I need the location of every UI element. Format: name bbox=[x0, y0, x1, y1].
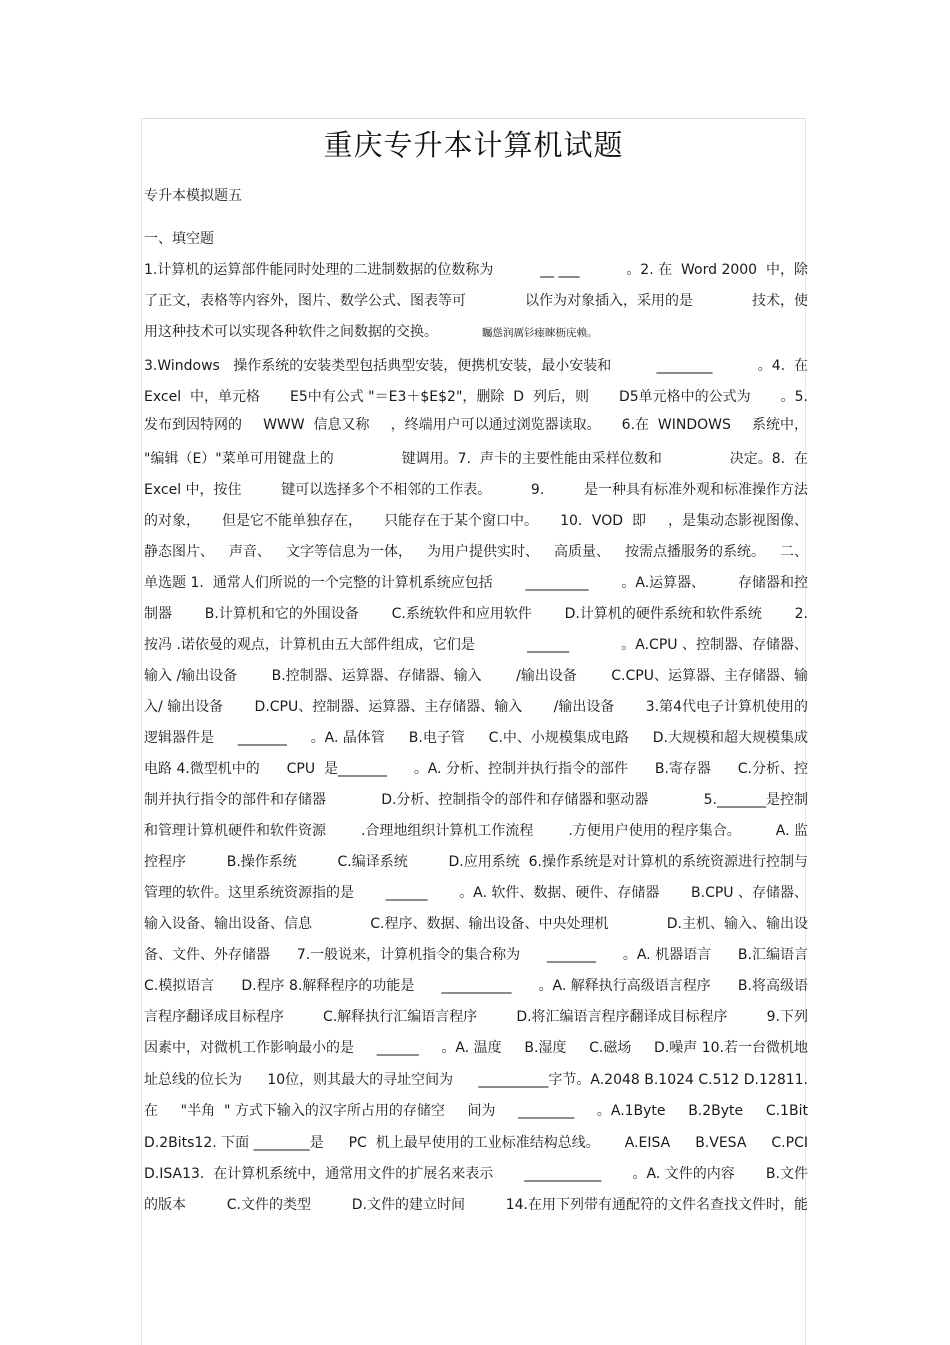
text-segment: 制器 bbox=[144, 606, 172, 622]
text-segment: 系统中， bbox=[751, 417, 808, 433]
text-segment: D.ISA13. 在计算机系统中，通常用文件的扩展名来表示 bbox=[144, 1166, 494, 1182]
text-segment: C.解释执行汇编语言程序 bbox=[323, 1009, 478, 1025]
text-segment: CPU 是_______ bbox=[286, 761, 387, 777]
text-line bbox=[144, 790, 808, 810]
text-line bbox=[144, 1070, 808, 1090]
text-segment: D.程序 8.解释程序的功能是 bbox=[241, 978, 415, 994]
text-segment: B.电子管 bbox=[408, 730, 465, 746]
text-line bbox=[144, 387, 808, 407]
text-segment: C.程序、数据、输出设备、中央处理机 bbox=[370, 916, 609, 932]
text-segment: ______ bbox=[527, 637, 570, 653]
text-segment: 。A. 温度 bbox=[441, 1040, 502, 1056]
text-line bbox=[144, 1101, 808, 1121]
text-line bbox=[144, 291, 808, 311]
text-segment: 备、文件、外存储器 bbox=[144, 947, 270, 963]
text-segment: 管理的软件。这里系统资源指的是 bbox=[144, 885, 354, 901]
text-segment: 10．VOD 即 bbox=[560, 513, 646, 529]
text-segment: 。5. bbox=[780, 389, 808, 405]
text-segment: 。A. 分析、控制并执行指令的部件 bbox=[413, 761, 629, 777]
text-line bbox=[144, 666, 808, 686]
text-segment: 入/ 输出设备 bbox=[144, 699, 224, 715]
text-segment: D.大规模和超大规模集成 bbox=[652, 730, 808, 746]
text-segment: 7.一般说来，计算机指令的集合称为 bbox=[296, 947, 521, 963]
text-segment: 9. bbox=[530, 482, 545, 498]
text-segment: 电路 4.微型机中的 bbox=[144, 761, 260, 777]
text-line bbox=[144, 260, 808, 280]
text-segment: 逻辑器件是 bbox=[144, 730, 214, 746]
text-segment: 。A. 解释执行高级语言程序 bbox=[538, 978, 711, 994]
text-segment: 但是它不能单独存在， bbox=[222, 513, 363, 529]
text-segment: D.应用系统 6.操作系统是对计算机的系统资源进行控制与 bbox=[448, 854, 808, 870]
text-segment: 按需点播服务的系统。 bbox=[625, 544, 765, 560]
text-line bbox=[144, 759, 808, 779]
text-segment: _______ bbox=[237, 730, 287, 746]
text-segment: 在 bbox=[144, 1103, 158, 1119]
text-segment: 输入设备、输出设备、信息 bbox=[144, 916, 312, 932]
text-segment: 。A. 软件、数据、硬件、存储器 bbox=[459, 885, 660, 901]
text-segment: C.1Bit bbox=[765, 1103, 808, 1119]
text-segment: D.噪声 10.若一台微机地 bbox=[654, 1040, 808, 1056]
text-segment: 。A. 晶体管 bbox=[310, 730, 385, 746]
text-segment: B.CPU 、存储器、 bbox=[691, 885, 808, 901]
text-segment: 单选题 1. 通常人们所说的一个完整的计算机系统应包括 bbox=[144, 575, 493, 591]
text-segment: 。2. 在 Word 2000 中，除 bbox=[626, 262, 808, 278]
text-segment: PC 机上最早使用的工业标准结构总线。 bbox=[348, 1135, 600, 1151]
text-segment: B.湿度 bbox=[524, 1040, 567, 1056]
text-segment: ________ bbox=[656, 358, 713, 374]
text-line bbox=[144, 604, 808, 624]
text-segment: 址总线的位长为 bbox=[144, 1072, 242, 1088]
text-segment: 控程序 bbox=[144, 854, 186, 870]
text-segment: 。A. 机器语言 bbox=[622, 947, 712, 963]
text-segment: A.EISA bbox=[624, 1135, 671, 1151]
document-title: 重庆专升本计算机试题 bbox=[323, 128, 624, 162]
text-line bbox=[144, 945, 808, 965]
text-line bbox=[144, 449, 808, 469]
text-line bbox=[144, 635, 808, 655]
text-segment: C.磁场 bbox=[589, 1040, 632, 1056]
text-segment: 。A.1Byte bbox=[596, 1103, 666, 1119]
text-segment: 3.第4代电子计算机使用的 bbox=[645, 699, 808, 715]
text-segment: 为用户提供实时、 bbox=[427, 544, 539, 560]
text-segment: 存储器和控 bbox=[737, 575, 808, 591]
text-line bbox=[144, 511, 808, 531]
text-segment: /输出设备 bbox=[516, 668, 577, 684]
text-segment: 是一种具有标准外观和标准操作方法 bbox=[583, 482, 808, 498]
text-segment: 的对象， bbox=[144, 513, 200, 529]
text-segment: ______ bbox=[376, 1040, 419, 1056]
text-line bbox=[144, 356, 808, 376]
text-segment: E5中有公式 "＝E3＋$E$2"，删除 D 列后，则 bbox=[289, 389, 589, 405]
text-segment: C.分析、控 bbox=[737, 761, 808, 777]
text-segment: B.2Byte bbox=[688, 1103, 744, 1119]
text-segment: 用这种技术可以实现各种软件之间数据的交换。 bbox=[144, 324, 438, 340]
text-segment: __________ bbox=[441, 978, 512, 994]
text-segment: 5._______是控制 bbox=[703, 792, 808, 808]
text-line bbox=[144, 1038, 808, 1058]
text-line bbox=[144, 1195, 808, 1215]
text-segment: _______ bbox=[547, 947, 597, 963]
text-segment: C.模拟语言 bbox=[144, 978, 215, 994]
text-segment: 静态图片、 bbox=[144, 544, 214, 560]
text-segment: 的版本 bbox=[144, 1197, 186, 1213]
garbled-note: 矚慫润厲钐瘗睞枥庑赖。 bbox=[482, 327, 598, 339]
text-line bbox=[144, 883, 808, 903]
text-segment: ，终端用户可以通过浏览器读取。 bbox=[390, 417, 601, 433]
text-segment: 二、 bbox=[780, 544, 808, 560]
text-line bbox=[144, 1007, 808, 1027]
text-segment: 键调用。7. 声卡的主要性能由采样位数和 bbox=[401, 451, 662, 467]
text-segment: 。4. 在 bbox=[757, 358, 808, 374]
text-segment: B.控制器、运算器、存储器、输入 bbox=[271, 668, 482, 684]
text-segment: 决定。8. 在 bbox=[729, 451, 808, 467]
text-line bbox=[144, 573, 808, 593]
text-segment: D.2Bits12. 下面 ________是 bbox=[144, 1135, 324, 1151]
text-line bbox=[144, 415, 808, 435]
text-segment: 发布到因特网的 bbox=[144, 417, 242, 433]
text-segment: ___________ bbox=[524, 1166, 602, 1182]
text-line bbox=[144, 976, 808, 996]
text-segment: C.系统软件和应用软件 bbox=[391, 606, 532, 622]
text-segment: ，是集动态影视图像、 bbox=[667, 513, 808, 529]
document-subtitle: 专升本模拟题五 bbox=[144, 188, 242, 204]
text-segment: D.主机、输入、输出设 bbox=[666, 916, 808, 932]
text-segment: "半角 " 方式下输入的汉字所占用的存储空 bbox=[180, 1103, 445, 1119]
text-segment: B.VESA bbox=[695, 1135, 747, 1151]
text-segment: D5单元格中的公式为 bbox=[618, 389, 751, 405]
text-segment: .合理地组织计算机工作流程 bbox=[360, 823, 534, 839]
text-line bbox=[144, 914, 808, 934]
text-segment: __ ___ bbox=[540, 262, 580, 278]
text-segment: C.中、小规模集成电路 bbox=[488, 730, 629, 746]
text-segment: 了正文，表格等内容外，图片、数学公式、图表等可 bbox=[144, 293, 466, 309]
text-segment: 键可以选择多个不相邻的工作表。 bbox=[281, 482, 492, 498]
text-line bbox=[144, 1164, 808, 1184]
text-segment: __________字节。A.2048 B.1024 C.512 D.12811. bbox=[478, 1072, 808, 1088]
text-segment: 文字等信息为一体， bbox=[286, 544, 412, 560]
text-line bbox=[144, 852, 808, 872]
text-line bbox=[144, 728, 808, 748]
text-segment: D.CPU、控制器、运算器、主存储器、输入 bbox=[254, 699, 523, 715]
text-segment: 制并执行指令的部件和存储器 bbox=[144, 792, 326, 808]
text-segment: 14.在用下列带有通配符的文件名查找文件时，能 bbox=[505, 1197, 808, 1213]
text-segment: "编辑（E）"菜单可用键盘上的 bbox=[144, 451, 334, 467]
text-line bbox=[144, 322, 808, 342]
text-segment: B.寄存器 bbox=[654, 761, 711, 777]
text-segment: WWW 信息又称 bbox=[263, 417, 370, 433]
text-segment: D.将汇编语言程序翻译成目标程序 bbox=[516, 1009, 728, 1025]
section-heading-fill-in: 一、填空题 bbox=[144, 231, 214, 247]
text-segment: /输出设备 bbox=[553, 699, 615, 715]
text-segment: B.文件 bbox=[765, 1166, 808, 1182]
text-segment: 间为 bbox=[467, 1103, 496, 1119]
text-line bbox=[144, 542, 808, 562]
text-segment: 9.下列 bbox=[766, 1009, 808, 1025]
text-segment: C.PCI bbox=[771, 1135, 808, 1151]
text-segment: 和管理计算机硬件和软件资源 bbox=[144, 823, 326, 839]
text-segment: A. 监 bbox=[775, 823, 808, 839]
text-segment: 。A.CPU 、控制器、存储器、 bbox=[621, 637, 808, 653]
text-segment: 6.在 WINDOWS bbox=[621, 417, 731, 433]
text-segment: 1.计算机的运算部件能同时处理的二进制数据的位数称为 bbox=[144, 262, 494, 278]
text-line bbox=[144, 480, 808, 500]
text-segment: ______ bbox=[385, 885, 428, 901]
text-segment: 言程序翻译成目标程序 bbox=[144, 1009, 284, 1025]
text-segment: 以作为对象插入，采用的是 bbox=[525, 293, 693, 309]
text-segment: 声音、 bbox=[229, 544, 271, 560]
text-segment: 3.Windows 操作系统的安装类型包括典型安装，便携机安装，最小安装和 bbox=[144, 358, 612, 374]
text-line bbox=[144, 1133, 808, 1153]
text-segment: .方便用户使用的程序集合。 bbox=[568, 823, 741, 839]
text-segment: 因素中，对微机工作影响最小的是 bbox=[144, 1040, 354, 1056]
text-segment: D.计算机的硬件系统和软件系统 bbox=[564, 606, 762, 622]
text-segment: B.计算机和它的外围设备 bbox=[204, 606, 359, 622]
text-segment: B.将高级语 bbox=[737, 978, 808, 994]
text-segment: D.分析、控制指令的部件和存储器和驱动器 bbox=[381, 792, 649, 808]
text-segment: ________ bbox=[518, 1103, 575, 1119]
text-segment: 2. bbox=[794, 606, 808, 622]
text-line bbox=[144, 697, 808, 717]
text-segment: Excel 中，按住 bbox=[144, 482, 242, 498]
text-segment: B.操作系统 bbox=[226, 854, 297, 870]
text-segment: 。A.运算器、 bbox=[621, 575, 706, 591]
text-segment: D.文件的建立时间 bbox=[351, 1197, 465, 1213]
text-segment: C.编译系统 bbox=[337, 854, 408, 870]
text-segment: 按冯 .诺依曼的观点，计算机由五大部件组成，它们是 bbox=[144, 637, 475, 653]
text-segment: 。A. 文件的内容 bbox=[632, 1166, 735, 1182]
text-line bbox=[144, 821, 808, 841]
text-segment: 输入 /输出设备 bbox=[144, 668, 238, 684]
text-segment: _________ bbox=[525, 575, 589, 591]
text-segment: C.文件的类型 bbox=[226, 1197, 311, 1213]
text-segment: Excel 中，单元格 bbox=[144, 389, 260, 405]
text-segment: 高质量、 bbox=[554, 544, 610, 560]
text-segment: 只能存在于某个窗口中。 bbox=[384, 513, 539, 529]
text-segment: 技术，使 bbox=[752, 293, 808, 309]
text-segment: 10位，则其最大的寻址空间为 bbox=[267, 1072, 454, 1088]
text-segment: B.汇编语言 bbox=[737, 947, 808, 963]
text-segment: C.CPU、运算器、主存储器、输 bbox=[611, 668, 808, 684]
